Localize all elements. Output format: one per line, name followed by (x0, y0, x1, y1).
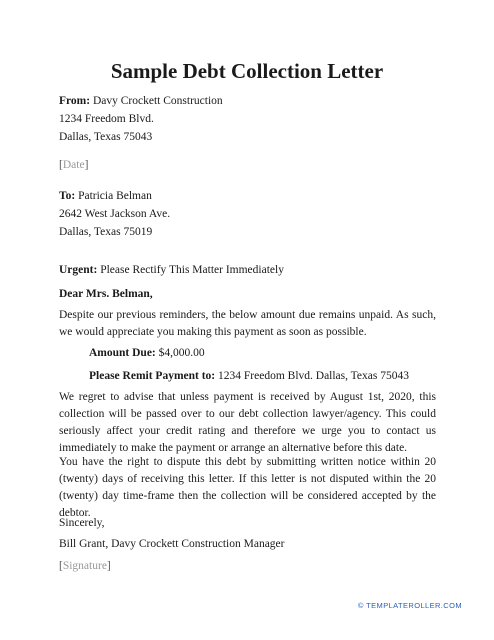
date-field: [Date] (59, 159, 89, 171)
signature-placeholder: Signature (62, 560, 107, 572)
paragraph-reminder: Despite our previous reminders, the below amount due remains unpaid. As such, we would appreciate you making this payment as soon as possible. (59, 309, 436, 338)
remit-value: 1234 Freedom Blvd. Dallas, Texas 75043 (218, 370, 409, 382)
from-address-1: 1234 Freedom Blvd. (59, 113, 154, 125)
remit-label: Please Remit Payment to: (89, 370, 216, 382)
from-label: From: (59, 95, 91, 107)
salutation: Dear Mrs. Belman, (59, 288, 153, 300)
from-address-2: Dallas, Texas 75043 (59, 131, 153, 143)
urgent-text: Please Rectify This Matter Immediately (100, 264, 284, 276)
to-label: To: (59, 190, 76, 202)
document-title: Sample Debt Collection Letter (110, 59, 384, 83)
footer-link[interactable]: © TEMPLATEROLLER.COM (357, 601, 462, 610)
to-line (59, 189, 152, 203)
paragraph-warning: We regret to advise that unless payment is received by August 1st, 2020, this collection will be passed over to our debt collection lawyer/agency. This could seriously affect your credit rating and therefore we urge you to contact us immediately to make the payment or arrange an alternative before this date. (59, 391, 436, 454)
from-line (59, 94, 223, 108)
signer-name: Bill Grant, Davy Crockett Construction Manager (59, 538, 285, 550)
from-name: Davy Crockett Construction (92, 95, 223, 107)
amount-due-label: Amount Due: (89, 347, 156, 359)
urgent-label: Urgent: (59, 264, 98, 276)
to-address-2: Dallas, Texas 75019 (59, 226, 153, 238)
paragraph-dispute: You have the right to dispute this debt by submitting written notice within 20 (twenty) days of receiving this letter. If this letter is not disputed within the 20 (twenty) day time-frame then the collection will be considered accepted by the debtor. (59, 456, 436, 519)
to-name: Patricia Belman (78, 190, 152, 202)
to-address-1: 2642 West Jackson Ave. (59, 208, 171, 220)
signature-field: [Signature] (59, 560, 111, 572)
amount-due-line (89, 346, 205, 360)
remit-line (89, 369, 409, 383)
closing: Sincerely, (59, 517, 105, 529)
amount-due-value: $4,000.00 (158, 347, 205, 359)
date-placeholder: Date (62, 159, 85, 171)
urgent-line (59, 263, 284, 277)
